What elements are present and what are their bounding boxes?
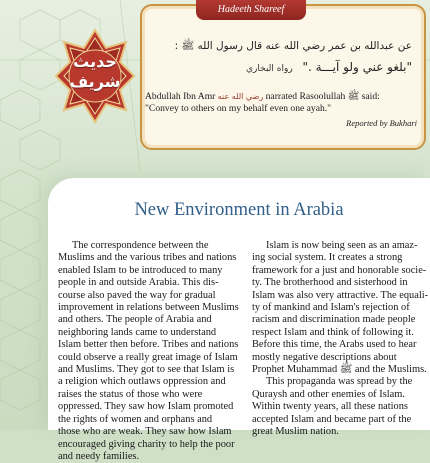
hadeeth-english-quote: "Convey to others on my behalf even one ayah.": [145, 103, 332, 114]
hadeeth-narrator-honorific: رضي الله عنه: [217, 92, 264, 101]
text-line: Muslims and the various tribes and nations: [58, 252, 237, 264]
text-line: ty. The brotherhood and sisterhood in: [252, 277, 408, 289]
medallion-label: [58, 52, 132, 92]
text-line: great Muslim nation.: [252, 426, 339, 438]
hadeeth-arabic-line-2: [150, 60, 412, 74]
medallion-arabic-top: حديث: [73, 52, 117, 71]
hadeeth-narrator: Abdullah Ibn Amr: [145, 91, 218, 102]
hadeeth-arabic-quote: "بلغو عني ولو آيـــة .": [302, 60, 412, 74]
text-line: Before this time, the Arabs used to hear: [252, 339, 417, 351]
text-line: improvement in relations between Muslims: [58, 302, 239, 314]
text-line: Islam was also very attractive. The equali-: [252, 289, 429, 301]
text-line: Islam is now being seen as an amaz-: [266, 240, 418, 251]
text-line: Within twenty years, all these nations: [252, 401, 408, 413]
text-line: people in and outside Arabia. This dis-: [58, 277, 219, 289]
text-line: and others. The people of Arabia and: [58, 314, 212, 326]
text-line: encouraged giving charity to help the poor: [58, 438, 235, 450]
hadeeth-panel: [140, 4, 426, 150]
text-line: and needy families.: [58, 450, 140, 462]
text-line: raises the status of those who were: [58, 388, 203, 400]
text-line: oppressed. They saw how Islam promoted: [58, 401, 234, 413]
text-line: respect Islam and think of following it.: [252, 326, 414, 338]
text-line: the rights of women and orphans and: [58, 413, 213, 425]
hadeeth-arabic-line-1: عن عبدالله بن عمر رضي الله عنه قال رسول الله ﷺ :: [174, 40, 412, 52]
text-line: accepted Islam and became part of the: [252, 413, 412, 425]
text-line: ty of mankind and Islam's rejection of: [252, 302, 410, 314]
text-line: enabled Islam to be introduced to many: [58, 264, 223, 276]
article-right-column: [252, 240, 429, 439]
text-line: racism and discrimination made people: [252, 314, 416, 326]
hadeeth-tab-label: Hadeeth Shareef: [196, 0, 306, 20]
text-line: could observe a really great image of Islam: [58, 351, 238, 363]
text-line: Prophet Muhammad ﷺ and the Muslims.: [252, 364, 427, 376]
text-line: framework for a just and honorable socie-: [252, 264, 427, 276]
hadeeth-arabic-source: رواه البخاري: [246, 64, 293, 74]
text-line: ing social system. It creates a strong: [252, 252, 403, 264]
text-line: course also paved the way for gradual: [58, 289, 216, 301]
article-title: New Environment in Arabia: [134, 200, 344, 220]
hadeeth-english-source: Reported by Bukhari: [346, 118, 417, 128]
hadeeth-narrated-said: narrated Rasoolullah ﷺ said:: [263, 91, 380, 102]
medallion-arabic-bottom: شريف: [69, 72, 121, 91]
text-line: The correspondence between the: [72, 240, 209, 251]
hadeeth-english-line-1: [145, 90, 417, 104]
text-line: neighboring lands came to understand: [58, 326, 217, 338]
text-line: Quraysh and other enemies of Islam.: [252, 388, 405, 400]
text-line: and Muslims. They got to see that Islam is: [58, 364, 235, 376]
text-line: Islam better then before. Tribes and nations: [58, 339, 239, 351]
text-line: those who are weak. They saw how Islam: [58, 426, 232, 438]
text-line: mostly negative descriptions about: [252, 351, 397, 363]
text-line: This propaganda was spread by the: [266, 376, 413, 388]
text-line: a religion which outlaws oppression and: [58, 376, 226, 388]
